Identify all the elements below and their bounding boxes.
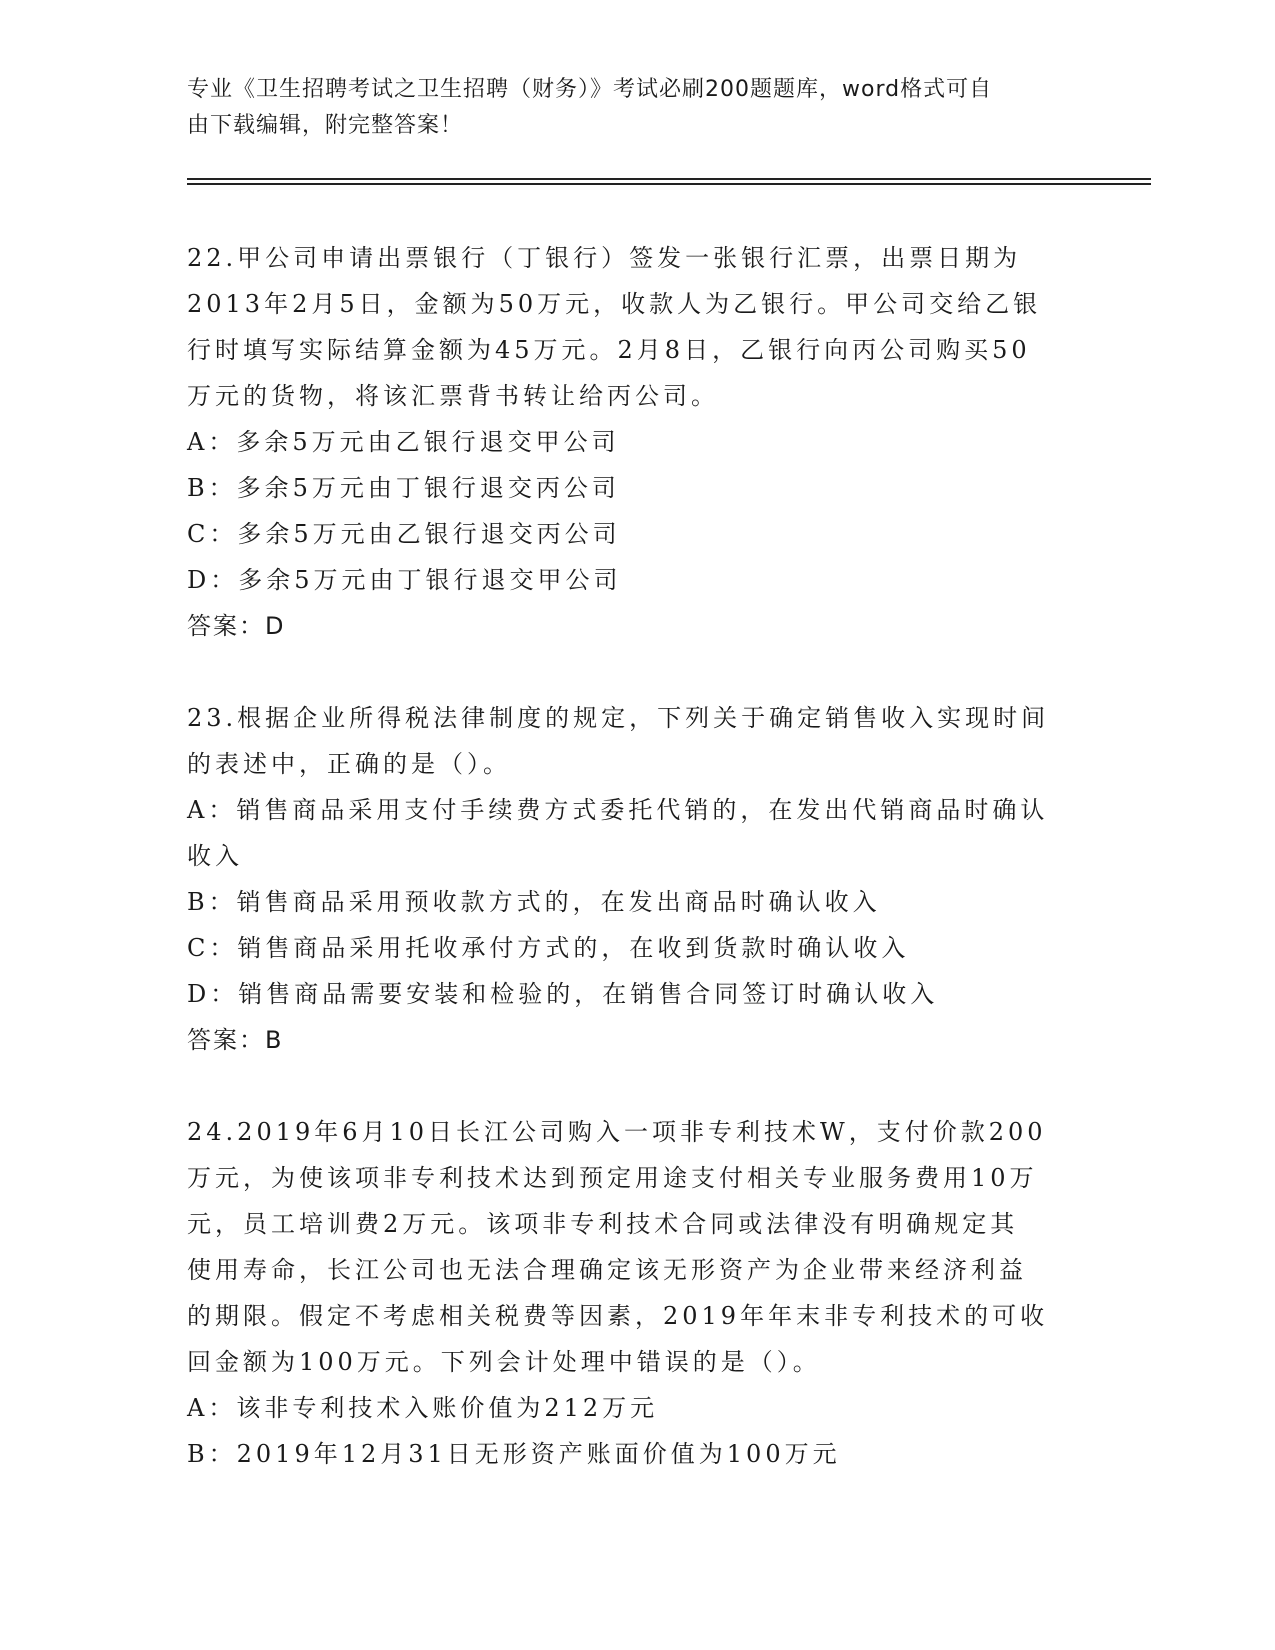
question-23 xyxy=(187,695,1087,1063)
header-divider-bottom xyxy=(187,183,1151,185)
question-text-line: 22.甲公司申请出票银行（丁银行）签发一张银行汇票，出票日期为 xyxy=(187,244,1022,272)
option-a-continued: 收入 xyxy=(187,842,243,870)
question-text-line: 的期限。假定不考虑相关税费等因素，2019年年末非专利技术的可收 xyxy=(187,1302,1049,1330)
option-c: C：销售商品采用托收承付方式的，在收到货款时确认收入 xyxy=(187,934,910,962)
question-spacer xyxy=(187,1063,1087,1109)
document-header xyxy=(187,72,1087,144)
question-text-line: 的表述中，正确的是（）。 xyxy=(187,750,511,778)
question-spacer xyxy=(187,649,1087,695)
question-text-line: 使用寿命，长江公司也无法合理确定该无形资产为企业带来经济利益 xyxy=(187,1256,1027,1284)
question-22 xyxy=(187,235,1087,649)
header-line-1: 专业《卫生招聘考试之卫生招聘（财务）》考试必刷200题题库，word格式可自 xyxy=(187,77,993,102)
question-text-line: 元，员工培训费2万元。该项非专利技术合同或法律没有明确规定其 xyxy=(187,1210,1019,1238)
question-text-line: 行时填写实际结算金额为45万元。2月8日，乙银行向丙公司购买50 xyxy=(187,336,1031,364)
question-text-line: 万元的货物，将该汇票背书转让给丙公司。 xyxy=(187,382,719,410)
answer-label: 答案：B xyxy=(187,1026,284,1054)
question-24 xyxy=(187,1109,1087,1477)
question-text-line: 24.2019年6月10日长江公司购入一项非专利技术W，支付价款200 xyxy=(187,1118,1047,1146)
option-d: D：销售商品需要安装和检验的，在销售合同签订时确认收入 xyxy=(187,980,939,1008)
option-b: B：2019年12月31日无形资产账面价值为100万元 xyxy=(187,1440,841,1468)
answer-label: 答案：D xyxy=(187,612,286,640)
question-text-line: 2013年2月5日，金额为50万元，收款人为乙银行。甲公司交给乙银 xyxy=(187,290,1042,318)
question-text-line: 23.根据企业所得税法律制度的规定，下列关于确定销售收入实现时间 xyxy=(187,704,1050,732)
question-text-line: 回金额为100万元。下列会计处理中错误的是（）。 xyxy=(187,1348,821,1376)
header-line-2: 由下载编辑，附完整答案！ xyxy=(187,113,464,138)
option-d: D：多余5万元由丁银行退交甲公司 xyxy=(187,566,622,594)
option-a: A：销售商品采用支付手续费方式委托代销的，在发出代销商品时确认 xyxy=(187,796,1049,824)
question-text-line: 万元，为使该项非专利技术达到预定用途支付相关专业服务费用10万 xyxy=(187,1164,1038,1192)
option-a: A：多余5万元由乙银行退交甲公司 xyxy=(187,428,620,456)
header-divider-top xyxy=(187,178,1151,180)
option-c: C：多余5万元由乙银行退交丙公司 xyxy=(187,520,621,548)
question-list xyxy=(187,235,1087,1477)
option-a: A：该非专利技术入账价值为212万元 xyxy=(187,1394,659,1422)
option-b: B：销售商品采用预收款方式的，在发出商品时确认收入 xyxy=(187,888,881,916)
option-b: B：多余5万元由丁银行退交丙公司 xyxy=(187,474,620,502)
